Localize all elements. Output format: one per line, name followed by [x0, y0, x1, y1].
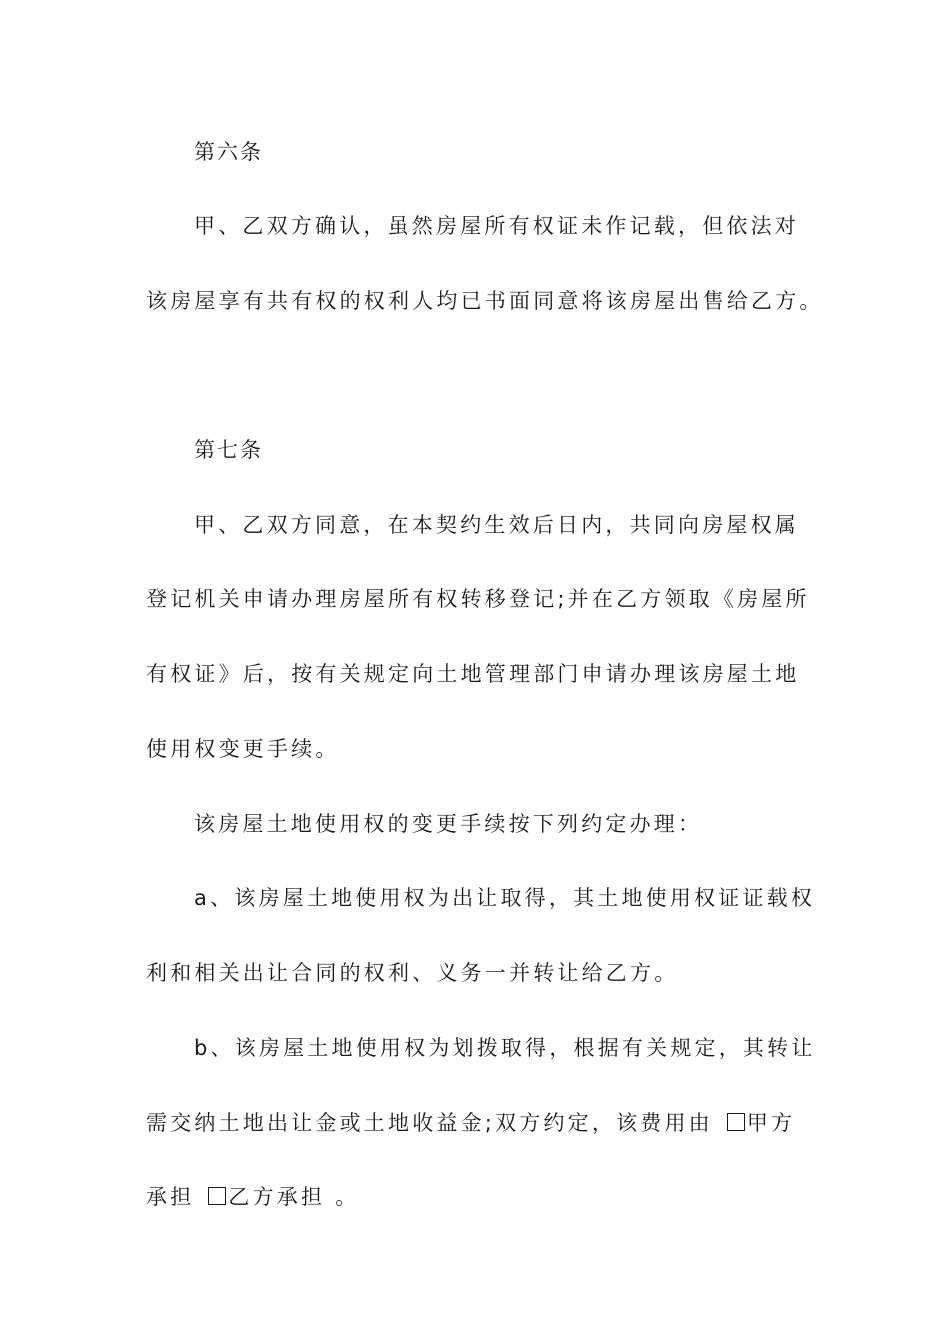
checkbox-jia[interactable]: [727, 1113, 745, 1131]
item-a-line-2: 利和相关出让合同的权利、义务一并转让给乙方。: [146, 961, 679, 985]
option-yi-label: 乙方承担: [228, 1185, 326, 1209]
checkbox-yi[interactable]: [208, 1187, 226, 1205]
article-6-heading: 第六条: [194, 140, 263, 164]
option-jia-label: 甲方: [746, 1111, 796, 1135]
article-7-heading: 第七条: [194, 438, 263, 462]
item-b-line-2: [146, 1109, 826, 1137]
article-7-para1-line-4: 使用权变更手续。: [146, 737, 340, 761]
article-7-para1-line-1: 甲、乙双方同意，在本契约生效后日内，共同向房屋权属: [194, 513, 799, 537]
article-6-line-1: 甲、乙双方确认，虽然房屋所有权证未作记载，但依法对: [194, 214, 799, 238]
item-b-line-1: b、该房屋土地使用权为划拨取得，根据有关规定，其转让: [194, 1036, 816, 1060]
article-7-para1-line-3: 有权证》后，按有关规定向土地管理部门申请办理该房屋土地: [146, 662, 800, 686]
item-a-line-1: a、该房屋土地使用权为出让取得，其土地使用权证证载权: [194, 886, 816, 910]
item-b-line-2-text: 需交纳土地出让金或土地收益金;双方约定，该费用由: [146, 1111, 713, 1135]
item-b-line-3: [146, 1183, 826, 1211]
option-jia-label-cont: 承担: [146, 1185, 195, 1209]
end-mark: 。: [335, 1185, 360, 1209]
article-7-para2: 该房屋土地使用权的变更手续按下列约定办理：: [194, 812, 703, 836]
article-7-para1-line-2: 登记机关申请办理房屋所有权转移登记;并在乙方领取《房屋所: [146, 587, 810, 611]
article-6-line-2: 该房屋享有共有权的权利人均已书面同意将该房屋出售给乙方。: [146, 289, 824, 313]
